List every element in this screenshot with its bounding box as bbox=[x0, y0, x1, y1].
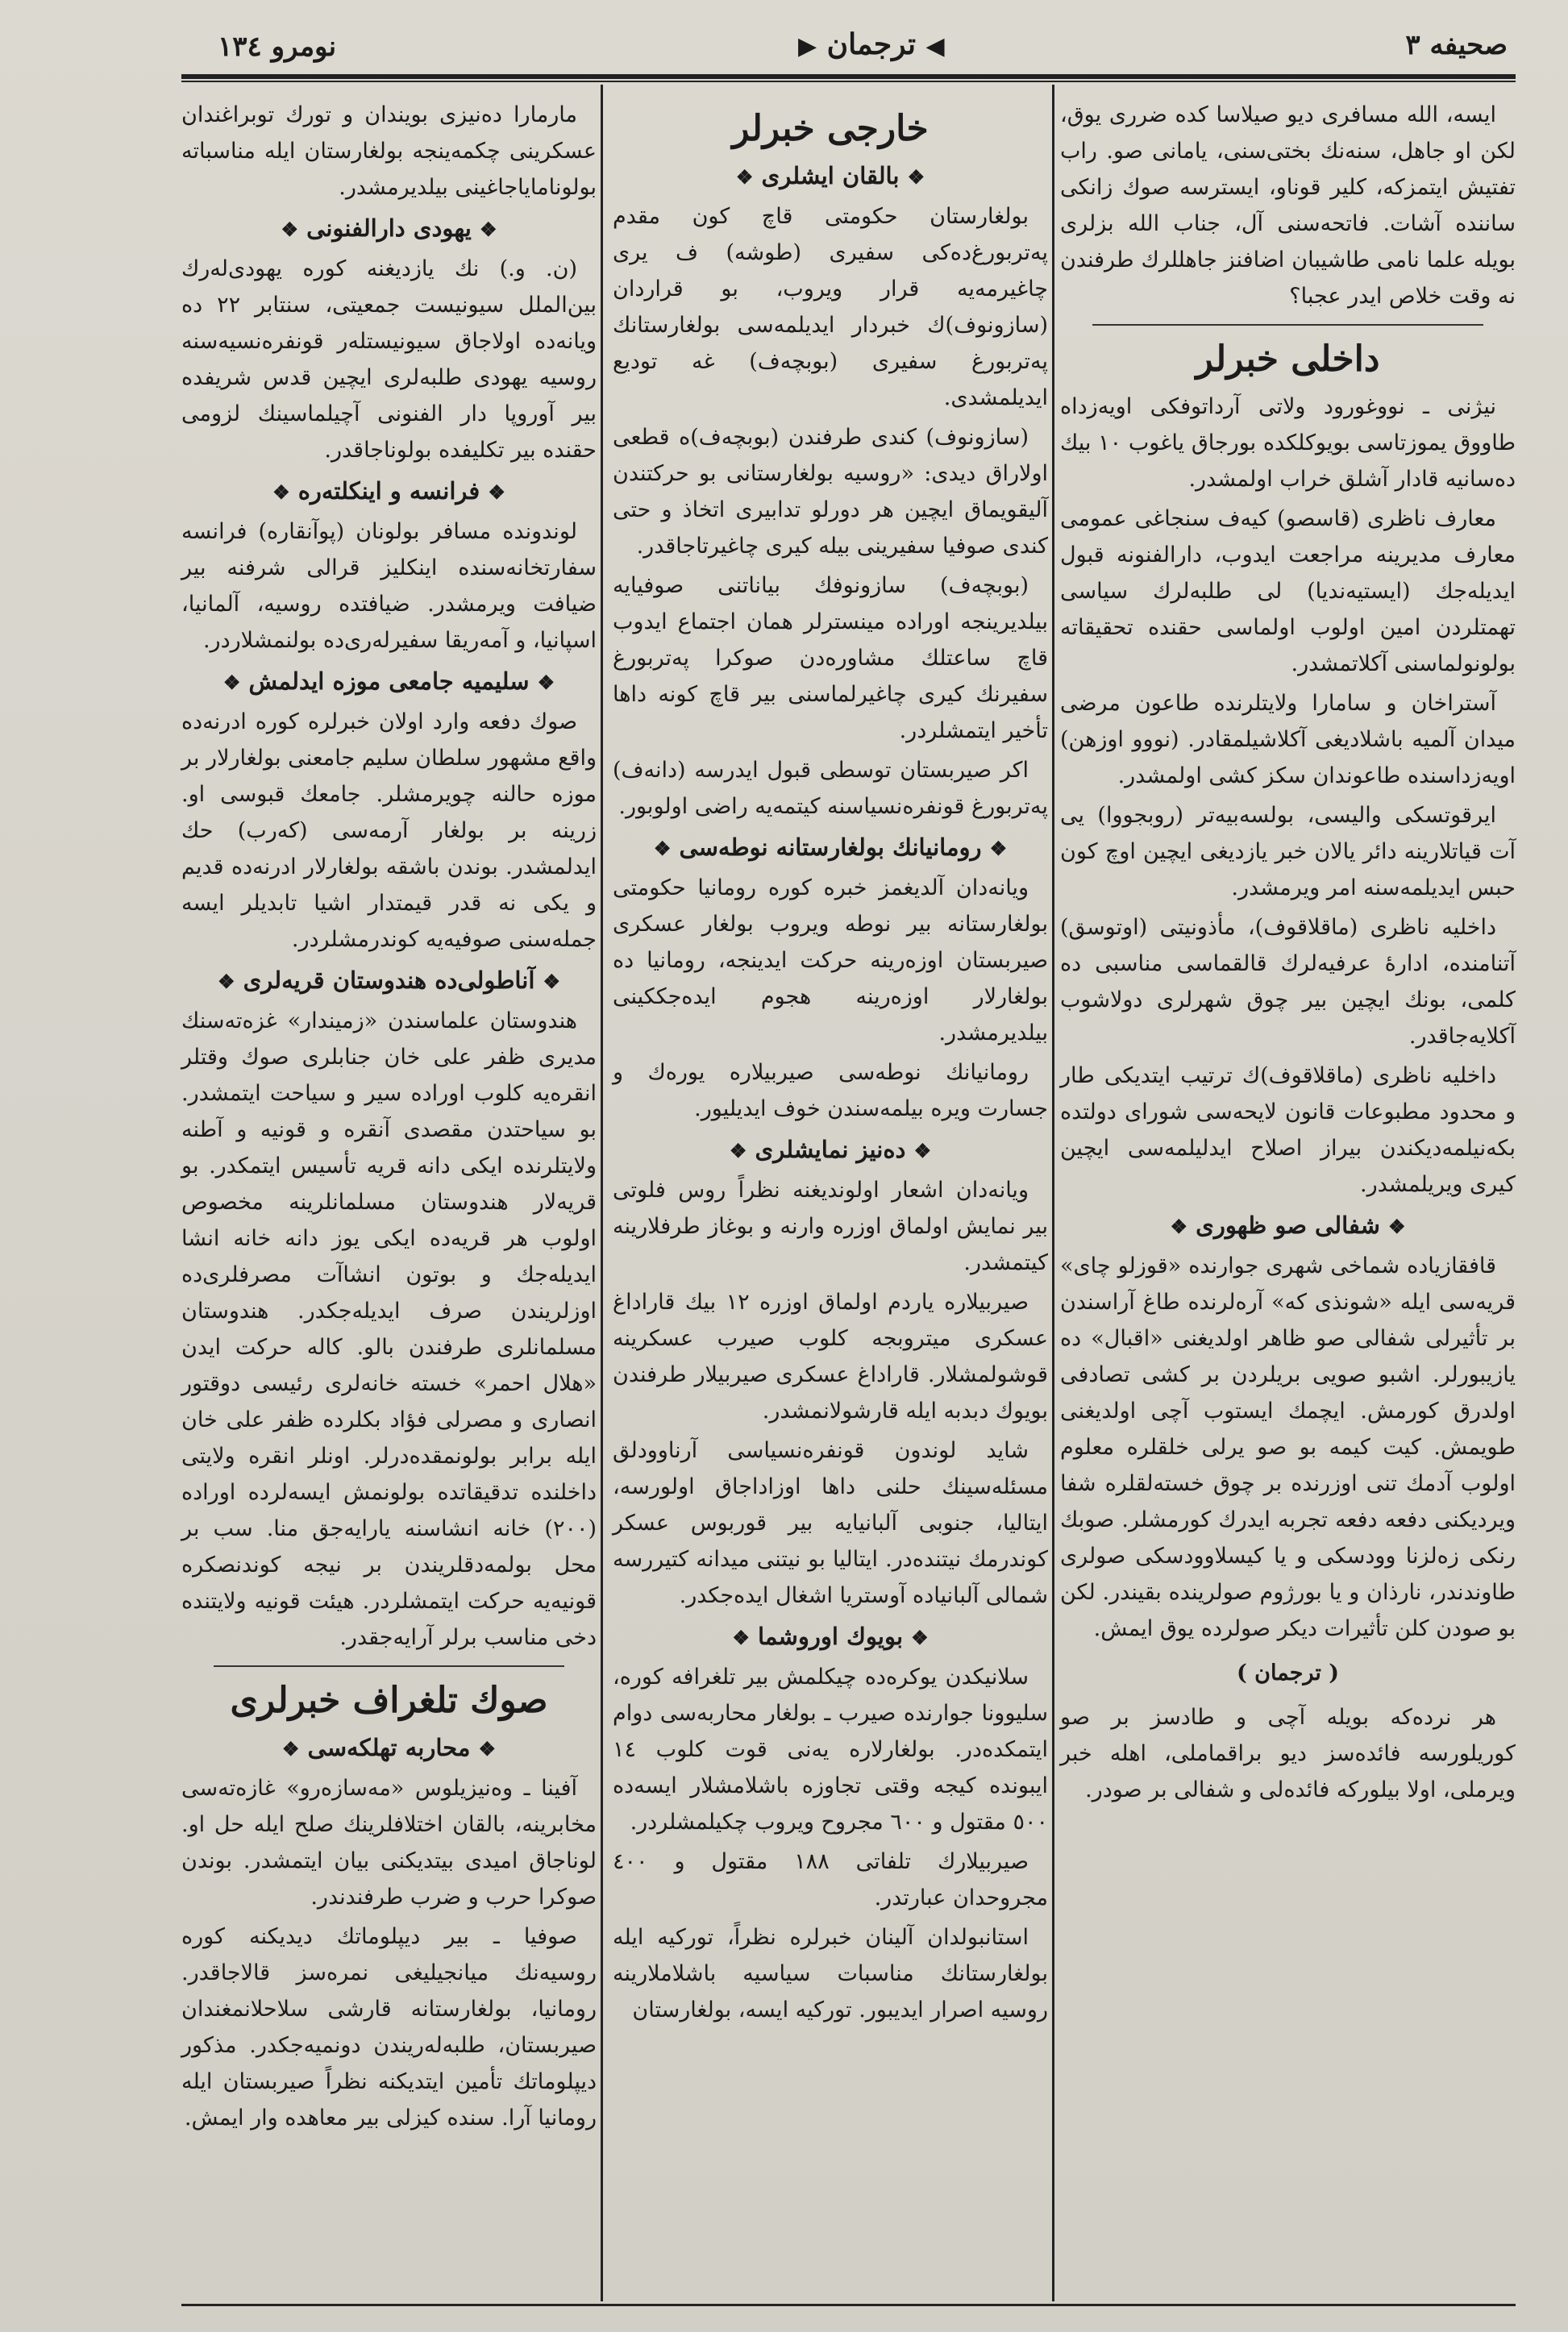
article-text: صیربیلارك تلفاتی ١٨٨ مقتول و ٤٠٠ مجروحدان عبارتدر. bbox=[613, 1849, 1048, 1910]
subhead bbox=[181, 473, 597, 510]
column-left bbox=[181, 97, 597, 2139]
page-number: صحیفه ٣ bbox=[1405, 29, 1508, 61]
subhead-text: محاربه تهلکه‌سی bbox=[307, 1734, 471, 1761]
article-text: (ن. و.) نك یازدیغنه کوره یهودی‌لەرك بین‌الملل سیونیست جمعیتی، سنتابر ٢٢ ده ویانه‌ده اولاجاق سیونیستلەر قونفرەنسیه‌سنه روسیه یهودی طلبه‌لری ایچین قدس شریفده بیر آوروپا دار الفنونی آچیلماسینك لزومی حقنده بیر تکلیفده بولوناجاقدر. bbox=[181, 256, 597, 463]
section-title-telegraph: صوك تلغراف خبرلری bbox=[230, 1680, 548, 1721]
subhead bbox=[613, 1619, 1048, 1656]
article-text: هندوستان علماسندن «زمیندار» غزەته‌سنك مدیری ظفر علی خان جنابلری صوك وقتلر انقره‌یه کلوب اوراده سیر و سیاحت ایتمشدر. بو سیاحتدن مقصدی آنقره و قونیه و آطنه ولایتلرنده ایکی دانه قریه تأسیس ایتمکدر. بو قریه‌لار هندوستان مسلمانلرینه مخصوص اولوب هر قریه‌ده ایکی یوز دانه خانه انشا ایدیله‌جك و بوتون انشاآت مصرفلری‌ده اوزلریندن صرف ایدیله‌جکدر. هندوستان مسلمانلری طرفندن بالو. کاله حرکت ایدن «هلال احمر» خسته خانه‌لری رئیسی دوقتور انصاری و مصرلی فؤاد بکلرده ظفر علی خان ایله برابر بولونمقده‌درلر. اونلر انقره ولایتی داخلنده تدقیقاتده بولونمش ایسه‌لرده اوراده (٢٠٠) خانه انشاسنه یارایه‌جق منا. سب بر محل بولمه‌دقلریندن بر نیجه کوندنصکره قونیه‌یه حرکت ایتمشلردر. هیئت قونیه ولایتنده دخی مناسب برلر آرایه‌جقدر. bbox=[181, 1008, 597, 1650]
ornament-icon: ❖ bbox=[732, 1626, 750, 1649]
subhead bbox=[1060, 1208, 1516, 1245]
article-text: شاید لوندون قونفرەنسیاسی آرناوودلق مسئله‌سینك حلنی داها اوزاداجاق اولورسه، ایتالیا، جنوبی آلبانیایه بیر قوربوس عسکر کوندرمك نیتنده‌در. ایتالیا بو نیتنی میدانه کتیررسه شمالی آلبانیاده آوستریا اشغال ایده‌جکدر. bbox=[613, 1438, 1048, 1608]
ornament-icon: ❖ bbox=[537, 671, 555, 694]
subhead-text: بویوك اوروشما bbox=[757, 1623, 904, 1650]
article-text: (سازونوف) کندی طرفندن (بوبچه‌ف)ه قطعی اولاراق دیدی: «روسیه بولغارستانی بو حرکتندن آلیقویماق ایچین هر دورلو تدابیری اتخاذ و حتی کندی صوفیا سفیرینی بیله کیری چاغیرتاجاقدر. bbox=[613, 425, 1048, 559]
subhead-text: شفالی صو ظهوری bbox=[1196, 1212, 1380, 1239]
ornament-icon: ❖ bbox=[543, 970, 561, 993]
subhead-text: آناطولی‌ده هندوستان قریه‌لری bbox=[243, 966, 535, 994]
article-text: ویانه‌دان آلدیغمز خبره کوره رومانیا حکومتی بولغارستانه بیر نوطه ویروب بولغار عسکری صیربستان اوزەرینه حرکت ایدینجه، رومانیا ده بولغارلار اوزەرینه هجوم ایده‌جککینی بیلدیرمشدر. bbox=[613, 875, 1048, 1045]
column-divider bbox=[1052, 85, 1054, 2301]
section-title-domestic: داخلی خبرلر bbox=[1196, 339, 1380, 380]
ornament-icon: ❖ bbox=[223, 671, 241, 694]
article-text: (بوبچه‌ف) سازونوفك بیاناتنی صوفیایه بیلدیرینجه اوراده مینسترلر همان اجتماع ایدوب قاچ ساعتلك مشاوره‌دن صوکرا پەتربورغ سفیرنك کیری چاغیرلماسنی بیر قاچ کونه داها تأخیر ایتمشلردر. bbox=[613, 573, 1048, 743]
subhead-text: دەنیز نمایشلری bbox=[755, 1136, 906, 1163]
subhead bbox=[613, 158, 1048, 195]
subhead-text: فرانسه و اینکلتەره bbox=[297, 477, 480, 505]
news-item: ایرقوتسکی والیسی، بولسه‌بیه‌تر (روبجووا) یی آت قیاتلارینه دائر یالان خبر یازدیغی ایچین اوچ کون حبس ایدیلمه‌سنه امر ویرمشدر. bbox=[1060, 803, 1516, 900]
article-text: صوك دفعه وارد اولان خبرلره کوره ادرنه‌ده واقع مشهور سلطان سلیم جامعنی بولغارلار بر موزه حالنه چویرمشلر. جامعك قبوسی او. زرینه بر بولغار آرمه‌سی (کەرب) حك ایدلمشدر. بوندن باشقه بولغارلار ادرنه‌ده قدیم و یکی نه قدر قیمتدار اشیا تابدیلر ایسه جمله‌سنی صوفیه‌یه کوندرمشلردر. bbox=[181, 709, 597, 952]
subhead bbox=[613, 829, 1048, 867]
article-text: مارمارا دەنیزی بویندان و تورك توبراغندان عسکرینی چکمه‌ینجه بولغارستان ایله مناسباته بولوناماياجاغینی بیلدیرمشدر. bbox=[181, 102, 597, 200]
ornament-icon: ❖ bbox=[907, 165, 925, 189]
ornament-icon: ❖ bbox=[272, 480, 290, 504]
divider bbox=[214, 1665, 564, 1667]
ornament-right-icon: ▶ bbox=[798, 32, 817, 60]
article-text: اکر صیربستان توسطی قبول ایدرسه (دانه‌ف) پەتربورغ قونفرەنسیاسنه کیتمه‌یه راضی اولوبور. bbox=[613, 758, 1048, 819]
article-text: سلانیکدن یوکرەده چیکلمش بیر تلغرافه کوره، سلیوونا جوارنده صیرب ـ بولغار محاربه‌سی دوام ایتمکده‌در. بولغارلاره یه‌نی قوت کلوب ١٤ ایبونده کیجه وقتی تجاوزه باشلامشلار ایسه‌ده ٥٠٠ مقتول و ٦٠٠ مجروح ویروب چکیلمشلردر. bbox=[613, 1665, 1048, 1835]
article-text: بولغارستان حکومتی قاچ کون مقدم پەتربورغ‌ده‌کی سفیری (طوشه) ف یری چاغیرمه‌یه قرار ویروب، بو قراردان (سازونوف)ك خبردار ایدیلمه‌سی بولغارستانك پەتربورغ سفیری (بوبچه‌ف) غه تودیع ایدیلمشدی. bbox=[613, 204, 1048, 410]
news-item: داخلیه ناظری (ماقلاقوف)، مأذونیتی (اوتوسق) آتنامنده، ادارهٔ عرفیه‌لرك قالقماسی مناسبی ده کلمی، بونك ایچین بیر چوق شهرلری دولاشوب آکلایه‌جاقدر. bbox=[1060, 915, 1516, 1049]
ornament-icon: ❖ bbox=[911, 1626, 929, 1649]
subhead bbox=[181, 1730, 597, 1767]
article-text: صوفیا ـ بیر دیپلوماتك دیدیکنه کوره روسیه‌نك میانجیلیغی نمره‌سز قالاجاقدر. رومانیا، بولغارستانه قارشی سلاحلانمغندان صیربستان، طلبه‌لەریندن دونمیه‌جکدر. مذکور دیپلوماتك تأمین ایتدیکنه نظراً صیربستان ایله رومانیا آرا. سنده کیزلی بیر معاهده وار ایمش. bbox=[181, 1924, 597, 2130]
divider bbox=[1092, 324, 1483, 326]
column-divider bbox=[601, 85, 603, 2301]
ornament-icon: ❖ bbox=[281, 1737, 300, 1760]
article-text: هر نرده‌که بویله آچی و طادسز بر صو کوریلورسه فائده‌سز دیو براقماملی، اهله خبر ویرملی، اولا بیلورکه فائده‌لی و شفالی بر صودر. bbox=[1060, 1705, 1516, 1802]
ornament-icon: ❖ bbox=[735, 165, 754, 189]
ornament-icon: ❖ bbox=[913, 1139, 932, 1162]
subhead-text: سلیمیه جامعی موزه ایدلمش bbox=[248, 667, 530, 695]
ornament-icon: ❖ bbox=[478, 1737, 497, 1760]
ornament-icon: ❖ bbox=[217, 970, 235, 993]
article-text: آفینا ـ وەنیزیلوس «مه‌سازەرو» غازەته‌سی مخابرینه، بالقان اختلافلرینك صلح ایله حل او. لوناجاق امیدی بیتدیکنی بیان ایتمشدر. بوندن صوکرا حرب و ضرب طرفندندر. bbox=[181, 1776, 597, 1910]
header-rule-thin bbox=[181, 81, 1516, 82]
subhead bbox=[181, 962, 597, 1000]
column-right bbox=[1060, 97, 1516, 1811]
subhead bbox=[181, 663, 597, 700]
article-text: قافقازیاده شماخی شهری جوارنده «قوزلو چای» قریه‌سی ایله «شونذی که» آره‌لرنده طاغ آراسندن بر تأثیرلی شفالی صو ظاهر اولدیغنی «اقبال» ده یازیبورلر. اشبو صویی بریلردن بر کشی تصادفی اولدرق کورمش. ایچمك ایستوب آچی اولدیغنی طویمش. کیت کیمه بو صو یرلی خلقلره معلوم اولوب آدمك تنی اوزرنده بر چوق خسته‌لقلره شفا ویردیکنی دفعه دفعه تجربه ایدرك کورمشلر. صوبك رنکی زه‌لزنا وودسکی و یا کیسلاوودسکی صولری طاوندندر، نارذان و یا بورژوم صولرینده بقیندر. لکن بو صودن کلن تأثیرات دیکر صولرده یوق ایمش. bbox=[1060, 1253, 1516, 1641]
ornament-icon: ❖ bbox=[1170, 1215, 1188, 1238]
ornament-icon: ❖ bbox=[653, 837, 672, 860]
subhead-text: بالقان ایشلری bbox=[761, 162, 900, 189]
signature: ( ترجمان ) bbox=[1236, 1661, 1340, 1686]
subhead-text: یهودی دارالفنونی bbox=[306, 214, 472, 242]
issue-number: نومرو ١٣٤ bbox=[218, 31, 337, 63]
ornament-icon: ❖ bbox=[488, 480, 505, 504]
article-text: صیربیلاره یاردم اولماق اوزره ١٢ بیك قاراداغ عسکری میتروبجه کلوب صیرب عسکرینه قوشولمشلار. قاراداغ عسکری صیربیلار طرفندن بویوك دبدبه ایله قارشولانمشدر. bbox=[613, 1290, 1048, 1424]
column-middle bbox=[613, 97, 1048, 2031]
news-item: معارف ناظری (قاسصو) کیه‌ف سنجاغی عمومی معارف مدیرینه مراجعت ایدوب، دارالفنونه قبول ایدیله‌جك (ایستیه‌ندیا) لی طلبه‌لرك سیاسی تهمتلردن امین اولوب اولماسی حقنده تحقیقاته بولونولماسنی آکلاتمشدر. bbox=[1060, 506, 1516, 676]
article-text: استانبولدان آلینان خبرلره نظراً، تورکیه ایله بولغارستانك مناسبات سیاسیه باشلاملارینه روسیه اصرار ایدیبور. تورکیه ایسه، بولغارستان bbox=[613, 1925, 1048, 2022]
ornament-left-icon: ◀ bbox=[925, 32, 945, 60]
header-rule bbox=[181, 74, 1516, 79]
subhead-text: رومانیانك بولغارستانه نوطه‌سی bbox=[679, 833, 982, 861]
newspaper-title-text: ترجمان bbox=[826, 27, 916, 61]
article-text: ویانه‌دان اشعار اولوندیغنه نظراً روس فلوتی بیر نمایش اولماق اوزره وارنه و بوغاز طرفلارینه کیتمشدر. bbox=[613, 1178, 1048, 1275]
footer-rule bbox=[181, 2304, 1516, 2306]
ornament-icon: ❖ bbox=[989, 837, 1008, 860]
ornament-icon: ❖ bbox=[281, 218, 299, 241]
ornament-icon: ❖ bbox=[479, 218, 497, 241]
news-item: نیژنی ـ نووغورود ولاتی آرداتوفکی اویه‌زداه طاووق یموزتاسی بویوکلکده بورجاق یاغوب ١٠ بیك ده‌سانیه قادار آشلق خراب اولمشدر. bbox=[1060, 394, 1516, 492]
subhead bbox=[181, 210, 597, 247]
ornament-icon: ❖ bbox=[1387, 1215, 1406, 1238]
news-item: داخلیه ناظری (ماقلاقوف)ك ترتیب ایتدیکی طار و محدود مطبوعات قانون لایحه‌سی شورای دولتده بکه‌نیلمه‌دیکندن بیراز اصلاح ایدلیلمه‌سی ایچین کیری ویریلمشدر. bbox=[1060, 1063, 1516, 1197]
news-item: آستراخان و سامارا ولایتلرنده طاعون مرضی میدان آلمیه باشلادیغی آکلاشیلمقادر. (نووو اوزهن) اویه‌زداسنده طاعوندان سکز کشی اولمشدر. bbox=[1060, 691, 1516, 788]
subhead bbox=[613, 1132, 1048, 1169]
section-title-foreign: خارجی خبرلر bbox=[732, 108, 929, 149]
newspaper-title bbox=[798, 27, 945, 61]
article-text: رومانیانك نوطه‌سی صیربیلاره یورەك و جسارت ویره بیلمه‌سندن خوف ایدیلیور. bbox=[613, 1060, 1048, 1121]
article-text: لوندونده مسافر بولونان (پوآنقاره) فرانسه سفارتخانه‌سنده اینکلیز قرالی شرفنه بیر ضیافت ویرمشدر. ضیافتده روسیه، آلمانیا، اسپانیا، و آمه‌ریقا سفیرلەری‌ده بولنمشلاردر. bbox=[181, 519, 597, 653]
ornament-icon: ❖ bbox=[729, 1139, 747, 1162]
article-text: ایسه، الله مسافری دیو صیلاسا کده ضرری یوق، لکن او جاهل، سنه‌نك بختی‌سنی، یامانی صو. راب تفتیش ایتمزکه، کلیر قوناو، ایسترسه صوك زانکی ساننده آشات. فاتحه‌سنی آل، جناب الله بزلری بویله علما نامی طاشیبان اضافنز جاهللرك طرفندن نه وقت خلاص ایدر عجبا؟ bbox=[1060, 102, 1516, 309]
